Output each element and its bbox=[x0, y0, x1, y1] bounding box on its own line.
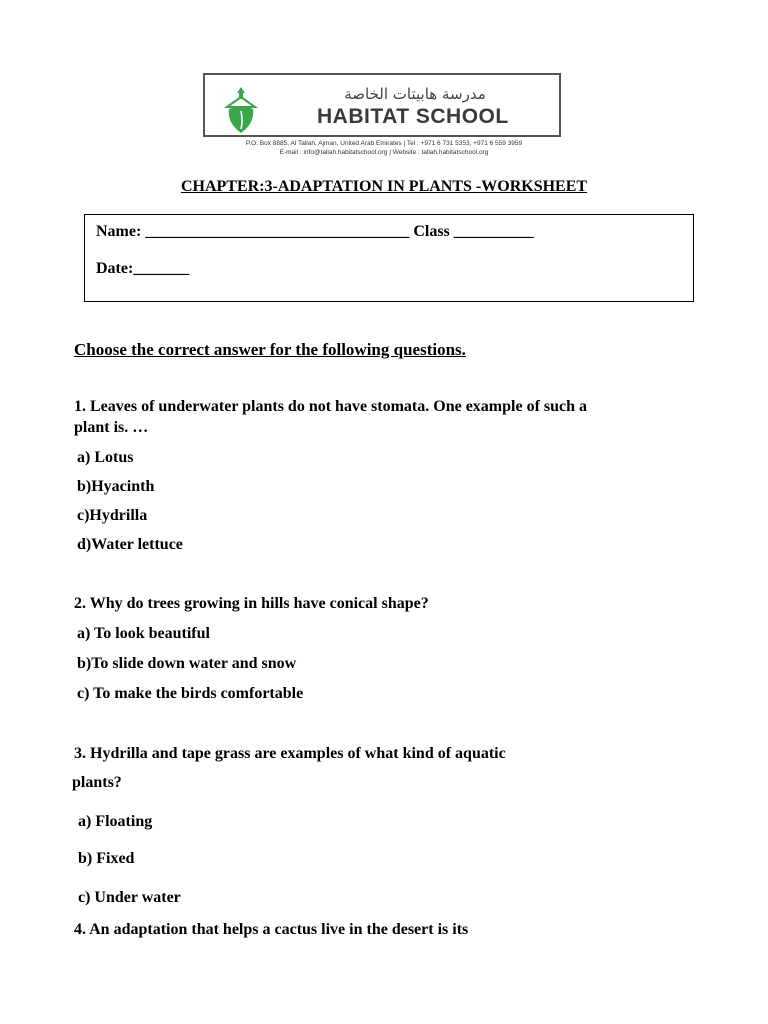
question-1: 1. Leaves of underwater plants do not have stomata. One example of such a bbox=[74, 398, 588, 415]
q2-option-c[interactable]: c) To make the birds comfortable bbox=[77, 685, 304, 702]
question-1-continued: plant is. … bbox=[74, 419, 149, 436]
q2-option-a[interactable]: a) To look beautiful bbox=[77, 625, 210, 642]
question-4: 4. An adaptation that helps a cactus live in the desert is its bbox=[74, 921, 469, 938]
q3-option-b[interactable]: b) Fixed bbox=[78, 850, 135, 867]
name-blank[interactable]: _________________________________ bbox=[145, 223, 410, 240]
class-label: Class bbox=[413, 223, 450, 240]
student-info-box bbox=[84, 214, 694, 302]
q3-option-c[interactable]: c) Under water bbox=[78, 889, 181, 906]
question-3: 3. Hydrilla and tape grass are examples of what kind of aquatic bbox=[74, 745, 506, 762]
date-row bbox=[96, 260, 189, 278]
worksheet-title bbox=[0, 178, 768, 196]
q3-option-a[interactable]: a) Floating bbox=[78, 813, 153, 830]
q1-option-c[interactable]: c)Hydrilla bbox=[77, 507, 148, 524]
worksheet-title-text: CHAPTER:3-ADAPTATION IN PLANTS -WORKSHEET bbox=[180, 178, 588, 195]
name-label: Name: bbox=[96, 223, 142, 240]
q1-option-d[interactable]: d)Water lettuce bbox=[77, 536, 183, 553]
q1-option-a[interactable]: a) Lotus bbox=[77, 449, 134, 466]
q2-option-b[interactable]: b)To slide down water and snow bbox=[77, 655, 297, 672]
date-label: Date: bbox=[96, 260, 134, 277]
question-2: 2. Why do trees growing in hills have conical shape? bbox=[74, 595, 429, 612]
school-contact-web: E-mail : info@tallah.habitatschool.org | Website : tallah.habitatschool.org bbox=[279, 149, 489, 156]
school-logo-icon bbox=[223, 85, 259, 135]
date-blank[interactable]: _______ bbox=[133, 260, 190, 277]
question-3-continued: plants? bbox=[72, 774, 122, 791]
school-logo-banner bbox=[203, 73, 561, 137]
class-blank[interactable]: __________ bbox=[453, 223, 534, 240]
school-name: HABITAT SCHOOL bbox=[317, 105, 509, 128]
school-name-arabic: مدرسة هابيتات الخاصة bbox=[344, 85, 486, 103]
q1-option-b[interactable]: b)Hyacinth bbox=[77, 478, 155, 495]
name-row bbox=[96, 223, 534, 241]
school-contact-address: P.O. Box 8885, Al Tallah, Ajman, United Arab Emirates | Tel : +971 6 731 5353, +971 6 559 3959 bbox=[245, 140, 523, 147]
instruction-text: Choose the correct answer for the following questions. bbox=[74, 340, 466, 359]
